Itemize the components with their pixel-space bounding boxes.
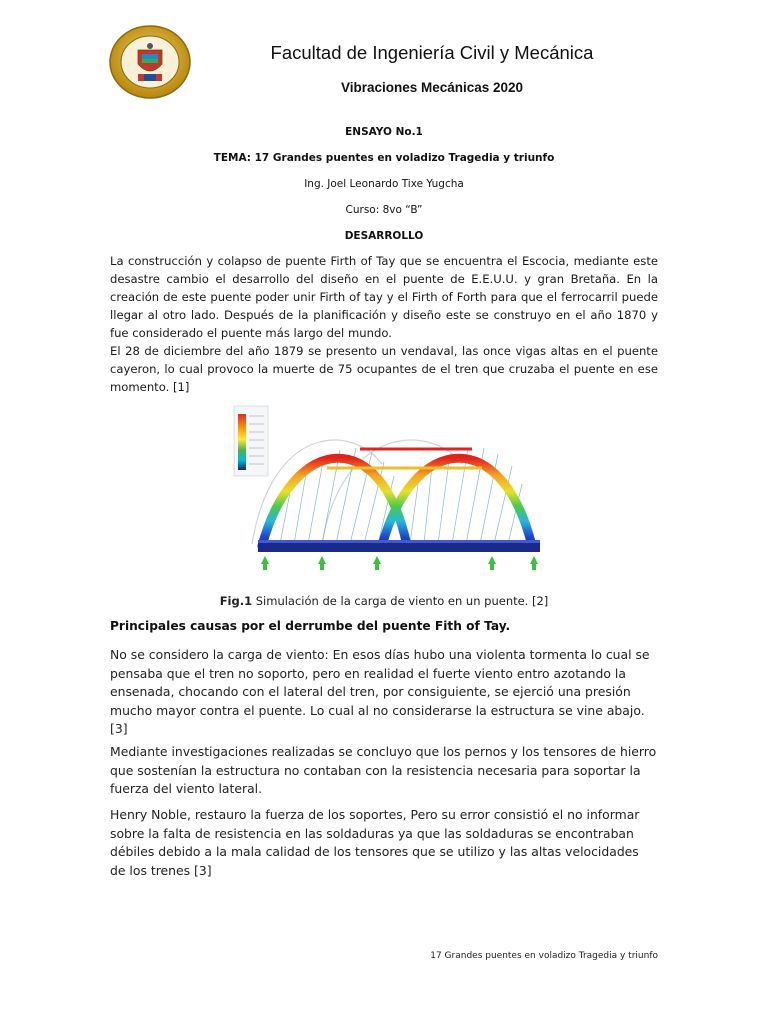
course-label: Curso: 8vo “B”	[345, 204, 423, 216]
essay-topic: TEMA: 17 Grandes puentes en voladizo Tragedia y triunfo	[213, 152, 555, 164]
section-title: DESARROLLO	[344, 230, 424, 242]
paragraph-investigation: Mediante investigaciones realizadas se concluyo que los pernos y los tensores de hierro que sostenían la estructura no contaban con la resistencia necesaria para soportar la fuerza del viento lateral.	[110, 744, 657, 796]
subject-title: Vibraciones Mecánicas 2020	[340, 80, 524, 95]
essay-number: ENSAYO No.1	[345, 126, 423, 138]
author-name: Ing. Joel Leonardo Tixe Yugcha	[304, 178, 464, 190]
causes-heading: Principales causas por el derrumbe del puente Fith of Tay.	[110, 619, 511, 633]
page-footer: 17 Grandes puentes en voladizo Tragedia y triunfo	[430, 951, 658, 961]
paragraph-wind-load: No se considero la carga de viento: En esos días hubo una violenta tormenta lo cual se pensaba que el tren no soporto, pero en realidad el fuerte viento entro azotando la ensenada, chocando con el lateral del tren, por consiguiente, se ejerció una presión mucho mayor contra el puente. Lo cual al no considerarse la estructura se vine abajo. [3]	[110, 647, 650, 736]
figure-caption-text: Simulación de la carga de viento en un puente. [2]	[252, 594, 549, 608]
university-title: Facultad de Ingeniería Civil y Mecánica	[270, 42, 594, 63]
paragraph-henry-noble: Henry Noble, restauro la fuerza de los soportes, Pero su error consistió el no informar sobre la falta de resistencia en las soldaduras ya que las soldaduras se encontraban débiles debido a la mala calidad de los tensores que se utilizo y las altas velocidades de los trenes [3]	[110, 807, 640, 878]
paragraph-intro: La construcción y colapso de puente Firth of Tay que se encuentra el Escocia, mediante este desastre cambio el desarrollo del diseño en el puente de E.E.U.U. y gran Bretaña. En la creación de este puente poder unir Firth of tay y el Firth of Forth para que el ferrocarril puede llegar al otro lado. Después de la planificación y diseño este se construyo en el año 1870 y fue considerado el puente más largo del mundo.	[110, 254, 658, 340]
paragraph-collapse: El 28 de diciembre del año 1879 se presento un vendaval, las once vigas altas en el puente cayeron, lo cual provoco la muerte de 75 ocupantes de el tren que cruzaba el puente en ese momento. [1]	[110, 344, 658, 394]
figure-label: Fig.1	[219, 594, 253, 608]
figure-caption	[0, 594, 768, 608]
bridge-simulation-figure	[232, 404, 546, 582]
